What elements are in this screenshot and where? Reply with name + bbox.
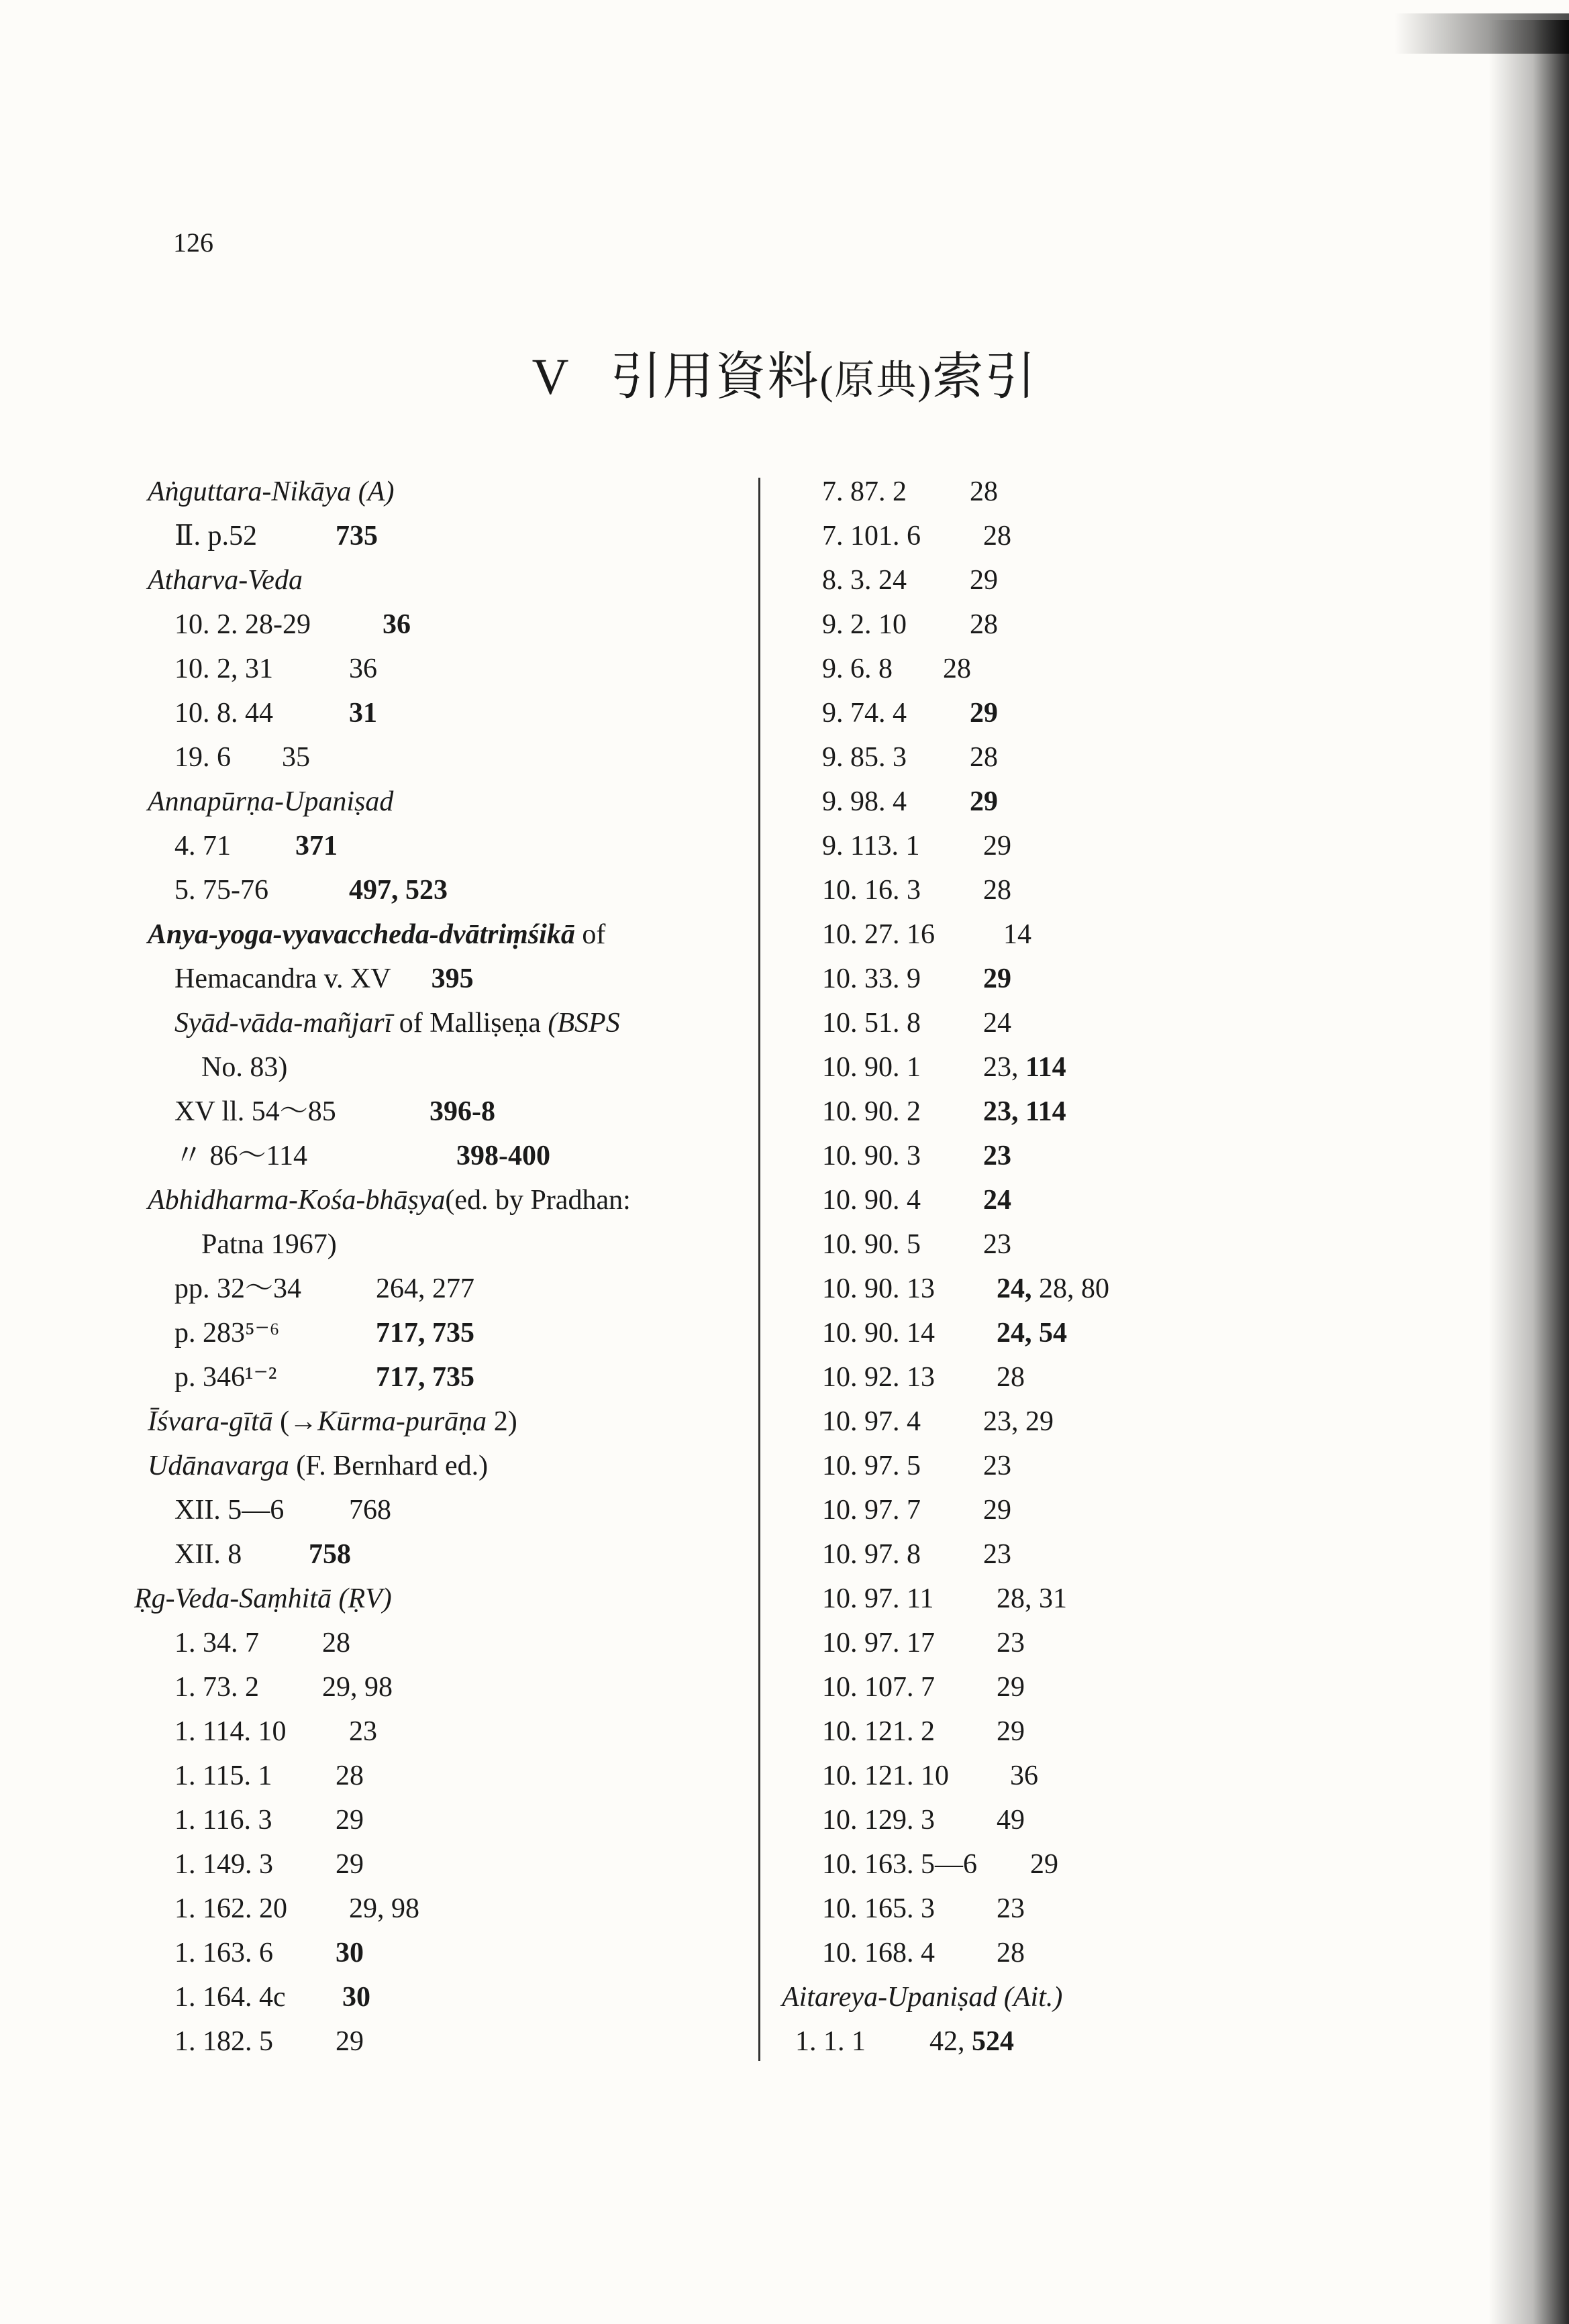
entry-pages: 42, xyxy=(929,2026,965,2057)
index-entry xyxy=(134,514,752,558)
entry-ref: 10. 90. 4 xyxy=(822,1185,921,1216)
title-tail: 索引 xyxy=(932,349,1037,405)
entry-ref: 10. 97. 4 xyxy=(822,1406,921,1437)
entry-pages: 29 xyxy=(336,1805,364,1836)
entry-pages: 35 xyxy=(282,742,310,773)
column-divider xyxy=(758,478,760,2061)
entry-pages: 29 xyxy=(997,1716,1025,1747)
index-entry xyxy=(782,957,1386,1001)
entry-ref: 10. 121. 10 xyxy=(822,1760,949,1791)
entry-pages: 36 xyxy=(349,653,377,684)
entry-note: Patna 1967) xyxy=(201,1229,337,1260)
index-entry xyxy=(782,558,1386,602)
index-entry xyxy=(782,691,1386,735)
entry-pages: 29 xyxy=(970,786,998,817)
index-subheading xyxy=(134,1001,752,1045)
entry-ref: 1. 116. 3 xyxy=(174,1805,272,1836)
entry-pages: 497, 523 xyxy=(349,875,448,906)
entry-pages: 29 xyxy=(336,2026,364,2057)
index-entry xyxy=(134,1222,752,1267)
entry-ref: 1. 162. 20 xyxy=(174,1893,287,1924)
heading-title: Aṅguttara-Nikāya xyxy=(148,476,352,507)
entry-ref: 10. 168. 4 xyxy=(822,1938,935,1968)
index-entry xyxy=(134,1709,752,1754)
entry-ref: 10. 97. 8 xyxy=(822,1539,921,1570)
entry-ref: 1. 114. 10 xyxy=(174,1716,287,1747)
entry-pages: 28 xyxy=(997,1938,1025,1968)
index-entry xyxy=(134,1975,752,2019)
index-entry xyxy=(134,2019,752,2064)
index-entry xyxy=(782,1399,1386,1444)
entry-ref: 10. 8. 44 xyxy=(174,698,273,729)
index-entry xyxy=(782,1090,1386,1134)
entry-ref: 10. 16. 3 xyxy=(822,875,921,906)
index-entry xyxy=(782,1532,1386,1577)
index-entry xyxy=(134,824,752,868)
index-entry xyxy=(782,1931,1386,1975)
entry-heading xyxy=(134,1444,752,1488)
index-entry xyxy=(782,1178,1386,1222)
index-entry xyxy=(782,1621,1386,1665)
left-column xyxy=(134,470,752,2064)
entry-pages: 28 xyxy=(943,653,971,684)
index-entry xyxy=(782,1444,1386,1488)
index-entry xyxy=(134,1134,752,1178)
entry-ref: 9. 74. 4 xyxy=(822,698,907,729)
entry-ref: 19. 6 xyxy=(174,742,231,773)
entry-pages: 23, 29 xyxy=(983,1406,1054,1437)
entry-pages: 23 xyxy=(349,1716,377,1747)
entry-ref: 10. 107. 7 xyxy=(822,1672,935,1703)
entry-pages: 717, 735 xyxy=(376,1318,474,1349)
entry-ref: 9. 113. 1 xyxy=(822,831,920,861)
entry-pages: 24 xyxy=(983,1008,1011,1039)
entry-ref: 10. 27. 16 xyxy=(822,919,935,950)
index-entry xyxy=(782,602,1386,647)
heading-title: Atharva-Veda xyxy=(148,565,303,596)
entry-ref: 10. 90. 5 xyxy=(822,1229,921,1260)
index-entry xyxy=(782,1267,1386,1311)
index-entry xyxy=(134,602,752,647)
heading-title: Īśvara-gītā xyxy=(148,1406,273,1437)
entry-ref: p. 346¹⁻² xyxy=(174,1362,277,1393)
index-entry xyxy=(782,1754,1386,1798)
entry-pages: 29 xyxy=(983,831,1011,861)
entry-ref: 4. 71 xyxy=(174,831,231,861)
entry-ref: 10. 97. 17 xyxy=(822,1628,935,1658)
heading-of: of xyxy=(582,919,606,950)
entry-ref: 1. 73. 2 xyxy=(174,1672,259,1703)
index-entry xyxy=(782,824,1386,868)
entry-pages: 28 xyxy=(322,1628,350,1658)
entry-heading xyxy=(134,470,752,514)
heading-title: Aitareya-Upaniṣad xyxy=(782,1982,997,2013)
entry-ref: 10. 97. 11 xyxy=(822,1583,934,1614)
entry-pages: 396-8 xyxy=(429,1096,495,1127)
entry-pages: 29, 98 xyxy=(322,1672,393,1703)
entry-ref: 10. 90. 2 xyxy=(822,1096,921,1127)
title-paren: (原典) xyxy=(819,358,933,403)
right-column xyxy=(782,470,1386,2064)
entry-pages: 31 xyxy=(349,698,377,729)
index-entry xyxy=(134,868,752,912)
entry-pages: 23 xyxy=(983,1539,1011,1570)
index-entry xyxy=(782,1222,1386,1267)
entry-pages: 717, 735 xyxy=(376,1362,474,1393)
heading-edition: (ed. by Pradhan: xyxy=(445,1185,631,1216)
entry-author: Hemacandra v. XV xyxy=(174,963,391,994)
entry-pages: 28 xyxy=(970,742,998,773)
entry-pages: 29 xyxy=(336,1849,364,1880)
index-entry xyxy=(782,1798,1386,1842)
index-entry xyxy=(134,1090,752,1134)
index-entry xyxy=(782,1842,1386,1887)
index-entry xyxy=(134,735,752,780)
entry-ref: 8. 3. 24 xyxy=(822,565,907,596)
index-entry xyxy=(134,1842,752,1887)
entry-pages: 395 xyxy=(431,963,474,994)
entry-ref: 10. 90. 14 xyxy=(822,1318,935,1349)
entry-pages: 23 xyxy=(983,1450,1011,1481)
entry-pages: 29 xyxy=(983,963,1011,994)
entry-pages: 28 xyxy=(983,875,1011,906)
index-entry xyxy=(782,868,1386,912)
index-entry xyxy=(134,691,752,735)
entry-pages: 29 xyxy=(1030,1849,1058,1880)
entry-ref: 10. 97. 7 xyxy=(822,1495,921,1526)
entry-pages-bold: 524 xyxy=(972,2026,1014,2057)
entry-heading xyxy=(134,558,752,602)
entry-ref: 1. 115. 1 xyxy=(174,1760,272,1791)
entry-pages: 23 xyxy=(997,1628,1025,1658)
entry-pages: 29 xyxy=(970,565,998,596)
entry-ref: 1. 34. 7 xyxy=(174,1628,259,1658)
entry-pages: 23 xyxy=(983,1141,1011,1171)
section-numeral: V xyxy=(532,349,570,405)
index-entry xyxy=(782,1311,1386,1355)
entry-pages: 23, 114 xyxy=(983,1096,1066,1127)
heading-abbr: (ṚV) xyxy=(338,1583,392,1614)
entry-ref: 1. 1. 1 xyxy=(795,2026,866,2057)
index-entry xyxy=(134,1488,752,1532)
entry-ref: 9. 6. 8 xyxy=(822,653,893,684)
index-entry xyxy=(782,1045,1386,1090)
entry-pages: 28 xyxy=(336,1760,364,1791)
entry-ref: 5. 75-76 xyxy=(174,875,268,906)
entry-pages: 24, 54 xyxy=(997,1318,1067,1349)
entry-pages: 28, 31 xyxy=(997,1583,1067,1614)
heading-title: Anya-yoga-vyavaccheda-dvātriṃśikā xyxy=(148,919,575,950)
subheading-series: (BSPS xyxy=(548,1008,620,1039)
entry-ref: 10. 90. 3 xyxy=(822,1141,921,1171)
entry-ref: 10. 90. 13 xyxy=(822,1273,935,1304)
entry-ref: 1. 163. 6 xyxy=(174,1938,273,1968)
index-entry xyxy=(782,514,1386,558)
index-entry xyxy=(134,1621,752,1665)
index-entry xyxy=(134,1754,752,1798)
entry-pages: 28, 80 xyxy=(1039,1273,1109,1304)
entry-ref: 10. 97. 5 xyxy=(822,1450,921,1481)
index-entry xyxy=(134,1887,752,1931)
entry-ref: 10. 129. 3 xyxy=(822,1805,935,1836)
entry-ref: 1. 149. 3 xyxy=(174,1849,273,1880)
entry-ref: XII. 8 xyxy=(174,1539,242,1570)
entry-pages: 23 xyxy=(983,1229,1011,1260)
entry-pages: 36 xyxy=(1010,1760,1038,1791)
entry-pages-bold: 114 xyxy=(1025,1052,1066,1083)
entry-pages: 398-400 xyxy=(456,1141,550,1171)
heading-note-close: 2) xyxy=(493,1406,517,1437)
subheading-of: of Malliṣeṇa xyxy=(399,1008,541,1039)
entry-pages: 28 xyxy=(970,609,998,640)
entry-ref: 〃 86〜114 xyxy=(174,1141,307,1171)
index-entry xyxy=(782,1134,1386,1178)
entry-pages: 49 xyxy=(997,1805,1025,1836)
entry-ref: 10. 2, 31 xyxy=(174,653,273,684)
entry-pages: 735 xyxy=(336,521,378,551)
entry-ref: XII. 5—6 xyxy=(174,1495,285,1526)
entry-pages: 30 xyxy=(336,1938,364,1968)
index-entry xyxy=(782,1887,1386,1931)
entry-ref: 10. 92. 13 xyxy=(822,1362,935,1393)
entry-pages: 29 xyxy=(983,1495,1011,1526)
index-entry xyxy=(134,1798,752,1842)
index-entry xyxy=(782,1665,1386,1709)
entry-pages: 264, 277 xyxy=(376,1273,474,1304)
entry-ref: Ⅱ. p.52 xyxy=(174,521,258,551)
entry-pages: 768 xyxy=(349,1495,391,1526)
entry-pages: 14 xyxy=(1003,919,1031,950)
index-entry xyxy=(782,1577,1386,1621)
heading-title: Udānavarga xyxy=(148,1450,289,1481)
entry-ref: 9. 98. 4 xyxy=(822,786,907,817)
index-entry xyxy=(134,957,752,1001)
index-entry xyxy=(782,1488,1386,1532)
entry-heading xyxy=(134,780,752,824)
index-entry xyxy=(782,780,1386,824)
title-main: 引用資料 xyxy=(610,349,820,405)
index-entry xyxy=(134,1045,752,1090)
entry-ref: XV ll. 54〜85 xyxy=(174,1096,336,1127)
index-entry xyxy=(134,1931,752,1975)
index-entry xyxy=(782,470,1386,514)
heading-abbr: (A) xyxy=(358,476,395,507)
entry-ref: 10. 90. 1 xyxy=(822,1052,921,1083)
entry-heading xyxy=(782,1975,1386,2019)
entry-ref: 10. 51. 8 xyxy=(822,1008,921,1039)
entry-heading xyxy=(134,912,752,957)
entry-ref: pp. 32〜34 xyxy=(174,1273,302,1304)
heading-title: Annapūrṇa-Upaniṣad xyxy=(148,786,394,817)
index-entry xyxy=(134,1532,752,1577)
heading-edition: (F. Bernhard ed.) xyxy=(296,1450,489,1481)
heading-abbr: (Ait.) xyxy=(1003,1982,1063,2013)
entry-ref: 7. 87. 2 xyxy=(822,476,907,507)
index-entry xyxy=(782,1355,1386,1399)
heading-note: (→ xyxy=(280,1406,318,1437)
entry-heading xyxy=(134,1399,752,1444)
index-entry xyxy=(782,1001,1386,1045)
heading-note-title: Kūrma-purāṇa xyxy=(317,1406,487,1437)
entry-ref: 1. 182. 5 xyxy=(174,2026,273,2057)
entry-ref: 7. 101. 6 xyxy=(822,521,921,551)
entry-pages: 23 xyxy=(997,1893,1025,1924)
entry-pages: 30 xyxy=(342,1982,370,2013)
page-number: 126 xyxy=(173,227,213,258)
entry-heading xyxy=(134,1178,752,1222)
entry-pages: 28 xyxy=(970,476,998,507)
index-entry xyxy=(782,912,1386,957)
entry-pages: 23, xyxy=(983,1052,1019,1083)
entry-pages: 758 xyxy=(309,1539,351,1570)
entry-ref: 9. 2. 10 xyxy=(822,609,907,640)
index-entry xyxy=(134,1665,752,1709)
index-entry xyxy=(782,1709,1386,1754)
index-entry xyxy=(134,1267,752,1311)
entry-ref: 9. 85. 3 xyxy=(822,742,907,773)
index-entry xyxy=(782,647,1386,691)
index-entry xyxy=(782,735,1386,780)
heading-title: Ṛg-Veda-Saṃhitā xyxy=(134,1583,332,1614)
index-entry xyxy=(782,2019,1386,2064)
entry-ref: 10. 163. 5—6 xyxy=(822,1849,977,1880)
entry-pages: 371 xyxy=(295,831,338,861)
entry-pages: 28 xyxy=(997,1362,1025,1393)
entry-ref: 10. 121. 2 xyxy=(822,1716,935,1747)
entry-heading xyxy=(134,1577,752,1621)
index-entry xyxy=(134,1355,752,1399)
page-title xyxy=(0,335,1569,409)
entry-ref: 10. 2. 28-29 xyxy=(174,609,311,640)
entry-note: No. 83) xyxy=(201,1052,288,1083)
entry-pages: 24 xyxy=(983,1185,1011,1216)
entry-ref: p. 283⁵⁻⁶ xyxy=(174,1318,280,1349)
entry-pages: 28 xyxy=(983,521,1011,551)
entry-ref: 1. 164. 4c xyxy=(174,1982,286,2013)
entry-ref: 10. 33. 9 xyxy=(822,963,921,994)
entry-pages: 29, 98 xyxy=(349,1893,419,1924)
entry-ref: 10. 165. 3 xyxy=(822,1893,935,1924)
heading-title: Abhidharma-Kośa-bhāṣya xyxy=(148,1185,446,1216)
entry-pages: 29 xyxy=(997,1672,1025,1703)
entry-pages: 29 xyxy=(970,698,998,729)
entry-pages: 36 xyxy=(383,609,411,640)
entry-pages-bold: 24, xyxy=(997,1273,1032,1304)
index-entry xyxy=(134,647,752,691)
subheading-title: Syād-vāda-mañjarī xyxy=(174,1008,393,1039)
index-entry xyxy=(134,1311,752,1355)
